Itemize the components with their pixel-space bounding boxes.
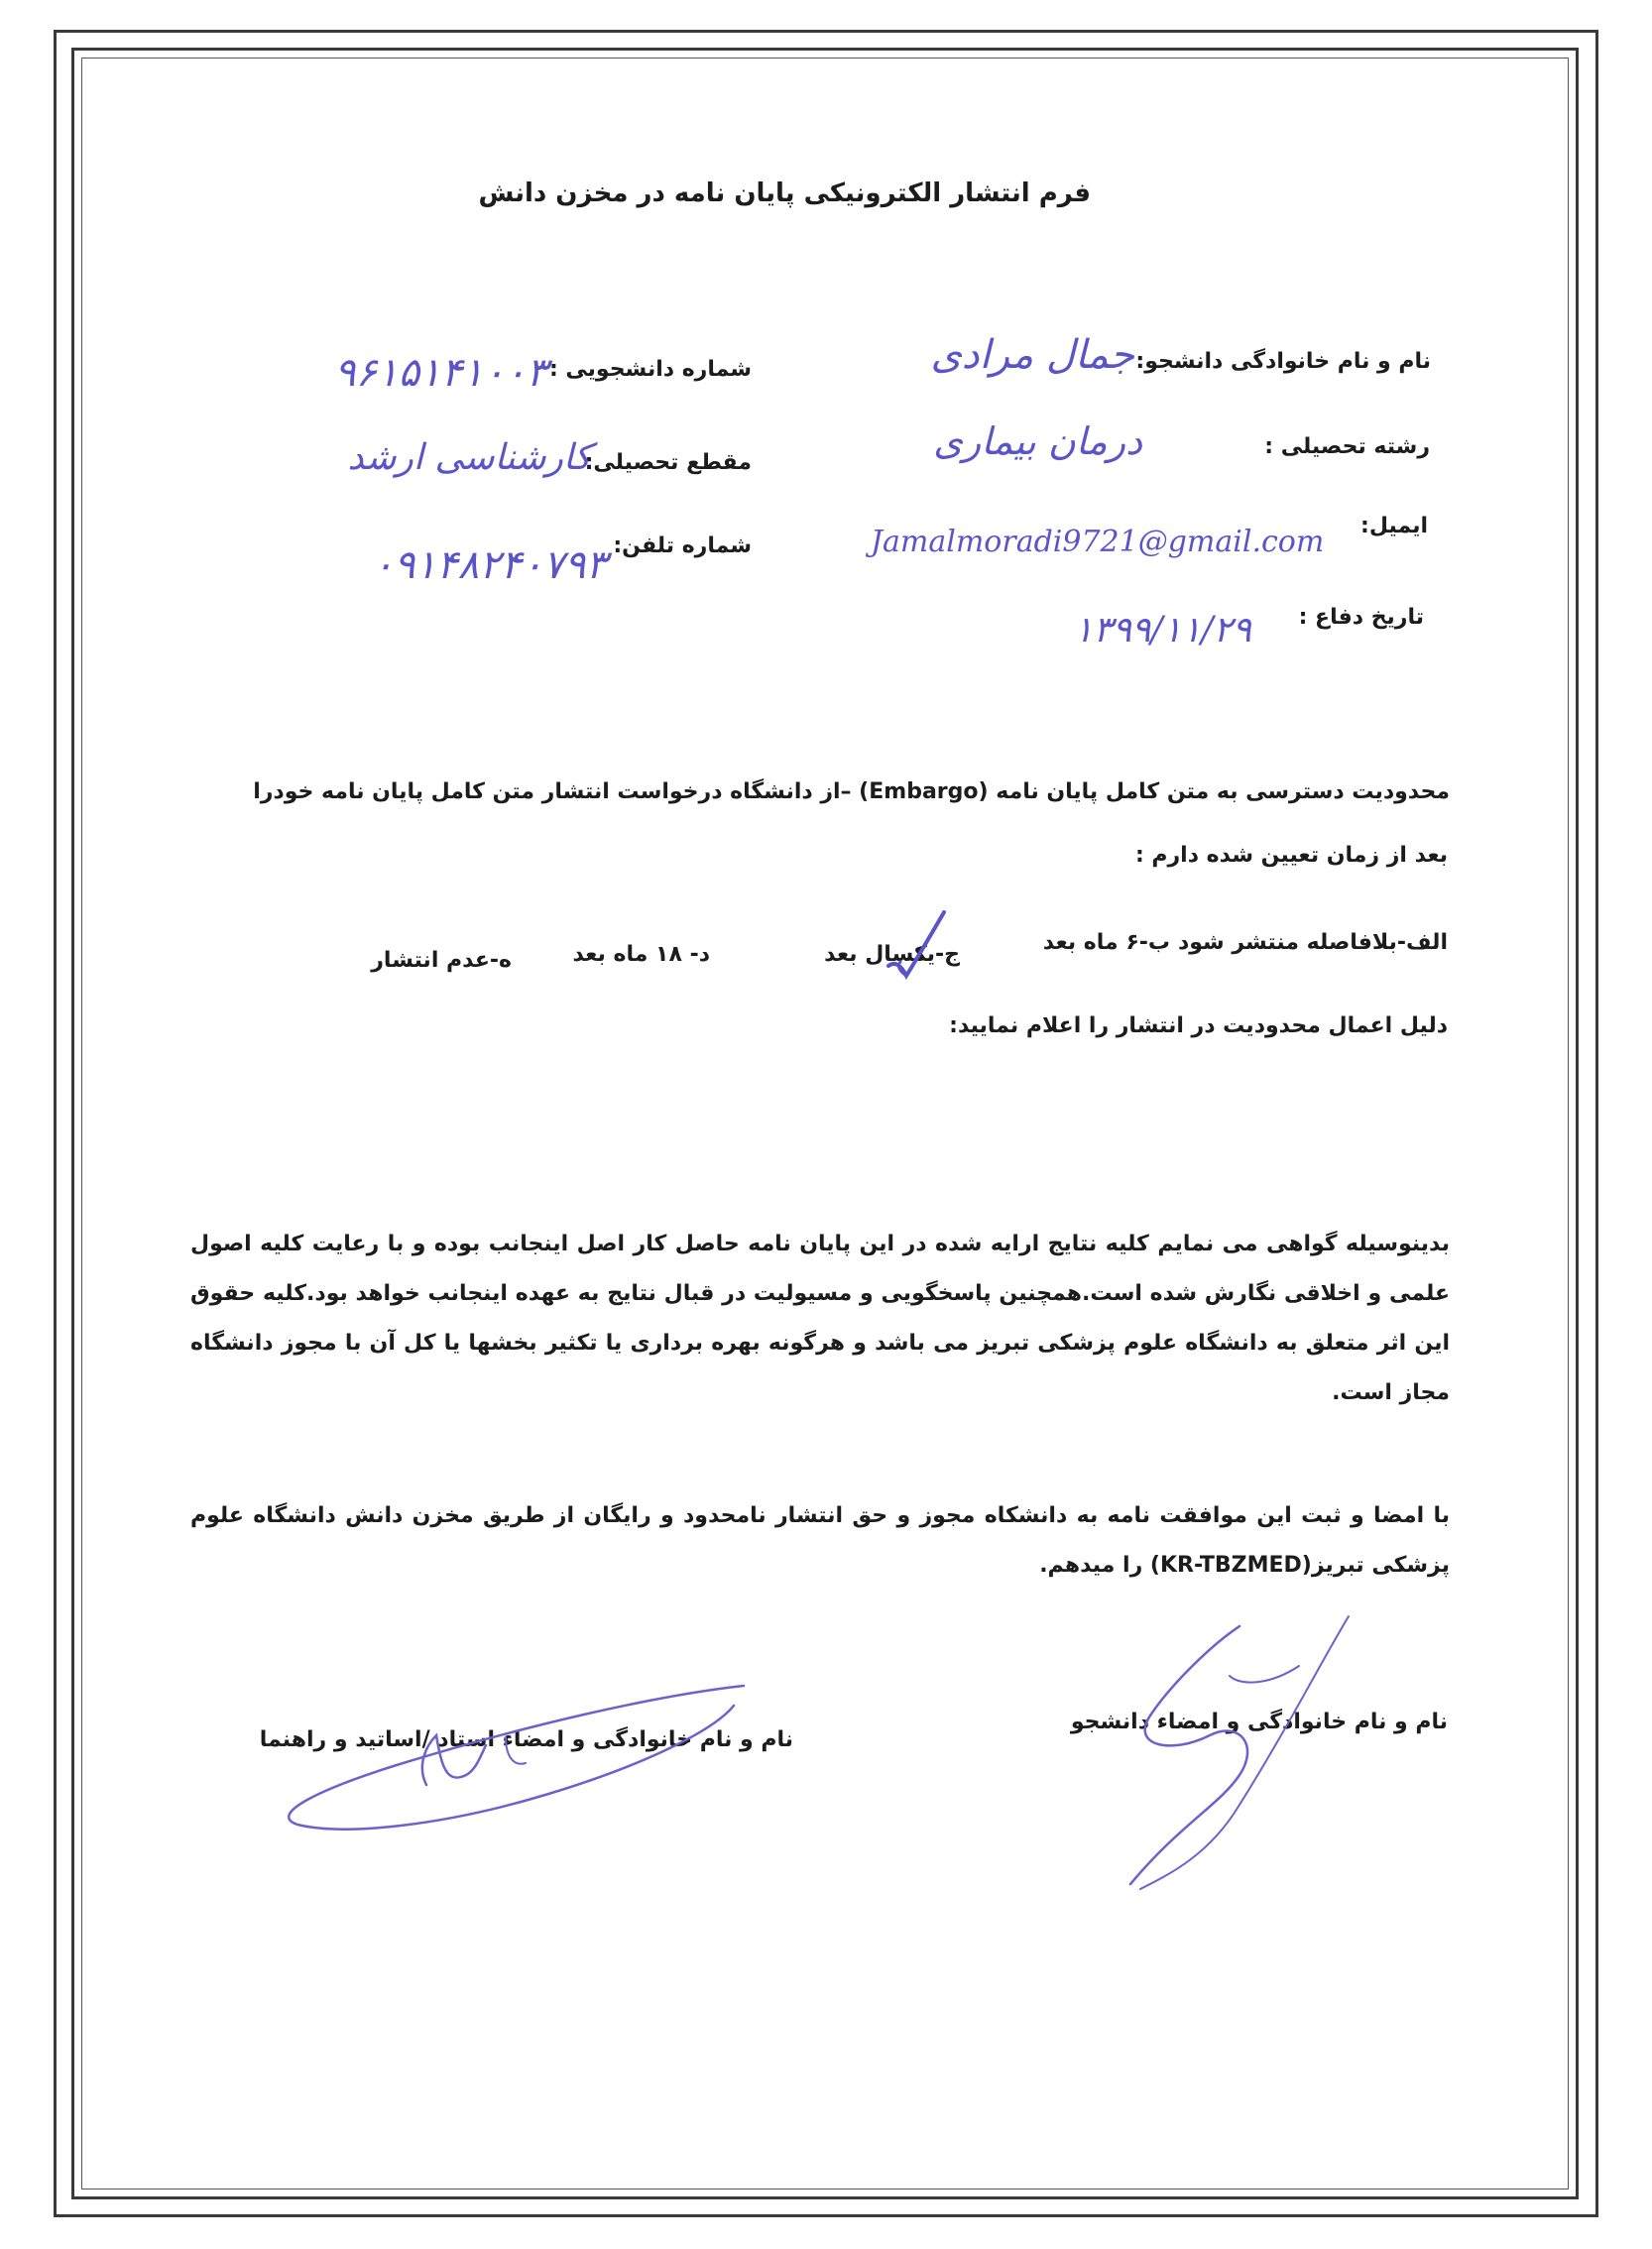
major-value: درمان بیماری bbox=[933, 419, 1142, 463]
declaration-paragraph bbox=[190, 1220, 1450, 1418]
embargo-text-line1: محدودیت دسترسی به متن کامل پایان نامه (Embargo) –از دانشگاه درخواست انتشار متن کامل پایان نامه خودرا bbox=[253, 779, 1450, 804]
supervisor-signature-label: نام و نام خانوادگی و امضاء استاد /اساتید و راهنما bbox=[259, 1727, 793, 1752]
defense-date-label: تاریخ دفاع : bbox=[1298, 605, 1424, 630]
student-name-label: نام و نام خانوادگی دانشجو: bbox=[1135, 349, 1431, 374]
supervisor-signature bbox=[278, 1676, 754, 1835]
phone-label: شماره تلفن: bbox=[613, 533, 752, 558]
embargo-option-b[interactable]: ب-۶ ماه بعد bbox=[1042, 930, 1170, 955]
student-signature-label: نام و نام خانوادگی و امضاء دانشجو bbox=[1070, 1710, 1448, 1734]
declaration-line: این اثر متعلق به دانشگاه علوم پزشکی تبریز می باشد و هرگونه بهره برداری یا تکثیر بخشها یا کل آن با مجوز دانشگاه bbox=[190, 1331, 1450, 1356]
email-value: Jamalmoradi9721@gmail.com bbox=[871, 525, 1325, 559]
license-line: با امضا و ثبت این موافقت نامه به دانشکاه مجوز و حق انتشار نامحدود و رایگان از طریق مخزن دانش دانشگاه علوم bbox=[190, 1503, 1450, 1528]
student-name-value: جمال مرادی bbox=[930, 332, 1134, 378]
embargo-option-c[interactable]: ج-یکسال بعد bbox=[824, 942, 960, 967]
check-mark-icon bbox=[883, 906, 952, 986]
major-label: رشته تحصیلی : bbox=[1264, 434, 1430, 459]
student-signature bbox=[1091, 1606, 1388, 1904]
embargo-reason-label: دلیل اعمال محدودیت در انتشار را اعلام نمایید: bbox=[949, 1013, 1448, 1038]
embargo-option-e[interactable]: ه-عدم انتشار bbox=[371, 948, 512, 973]
declaration-line: مجاز است. bbox=[1332, 1380, 1450, 1405]
declaration-line: بدینوسیله گواهی می نمایم کلیه نتایج ارایه شده در این پایان نامه حاصل کار اصل اینجانب بوده و با رعایت کلیه اصول bbox=[190, 1232, 1450, 1256]
phone-value: ۰۹۱۴۸۲۴۰۷۹۳ bbox=[372, 542, 607, 588]
embargo-option-d[interactable]: د- ۱۸ ماه بعد bbox=[572, 942, 710, 967]
student-number-value: ۹۶۱۵۱۴۱۰۰۳ bbox=[334, 350, 547, 396]
email-label: ایمیل: bbox=[1360, 514, 1428, 538]
defense-date-value: ۱۳۹۹/۱۱/۲۹ bbox=[1074, 610, 1251, 651]
embargo-text-line2: بعد از زمان تعیین شده دارم : bbox=[1134, 843, 1448, 868]
student-number-label: شماره دانشجویی : bbox=[548, 357, 752, 382]
form-title: فرم انتشار الکترونیکی پایان نامه در مخزن دانش bbox=[478, 178, 1091, 208]
license-line: پزشکی تبریز(KR-TBZMED) را میدهم. bbox=[1039, 1553, 1450, 1578]
education-level-value: کارشناسی ارشد bbox=[347, 437, 591, 478]
license-paragraph bbox=[190, 1491, 1450, 1591]
declaration-line: علمی و اخلاقی نگارش شده است.همچنین پاسخگویی و مسیولیت در قبال نتایج به عهده اینجانب خواهد بود.کلیه حقوق bbox=[190, 1281, 1450, 1306]
education-level-label: مقطع تحصیلی: bbox=[584, 450, 752, 475]
embargo-option-a[interactable]: الف-بلافاصله منتشر شود bbox=[1177, 930, 1448, 955]
